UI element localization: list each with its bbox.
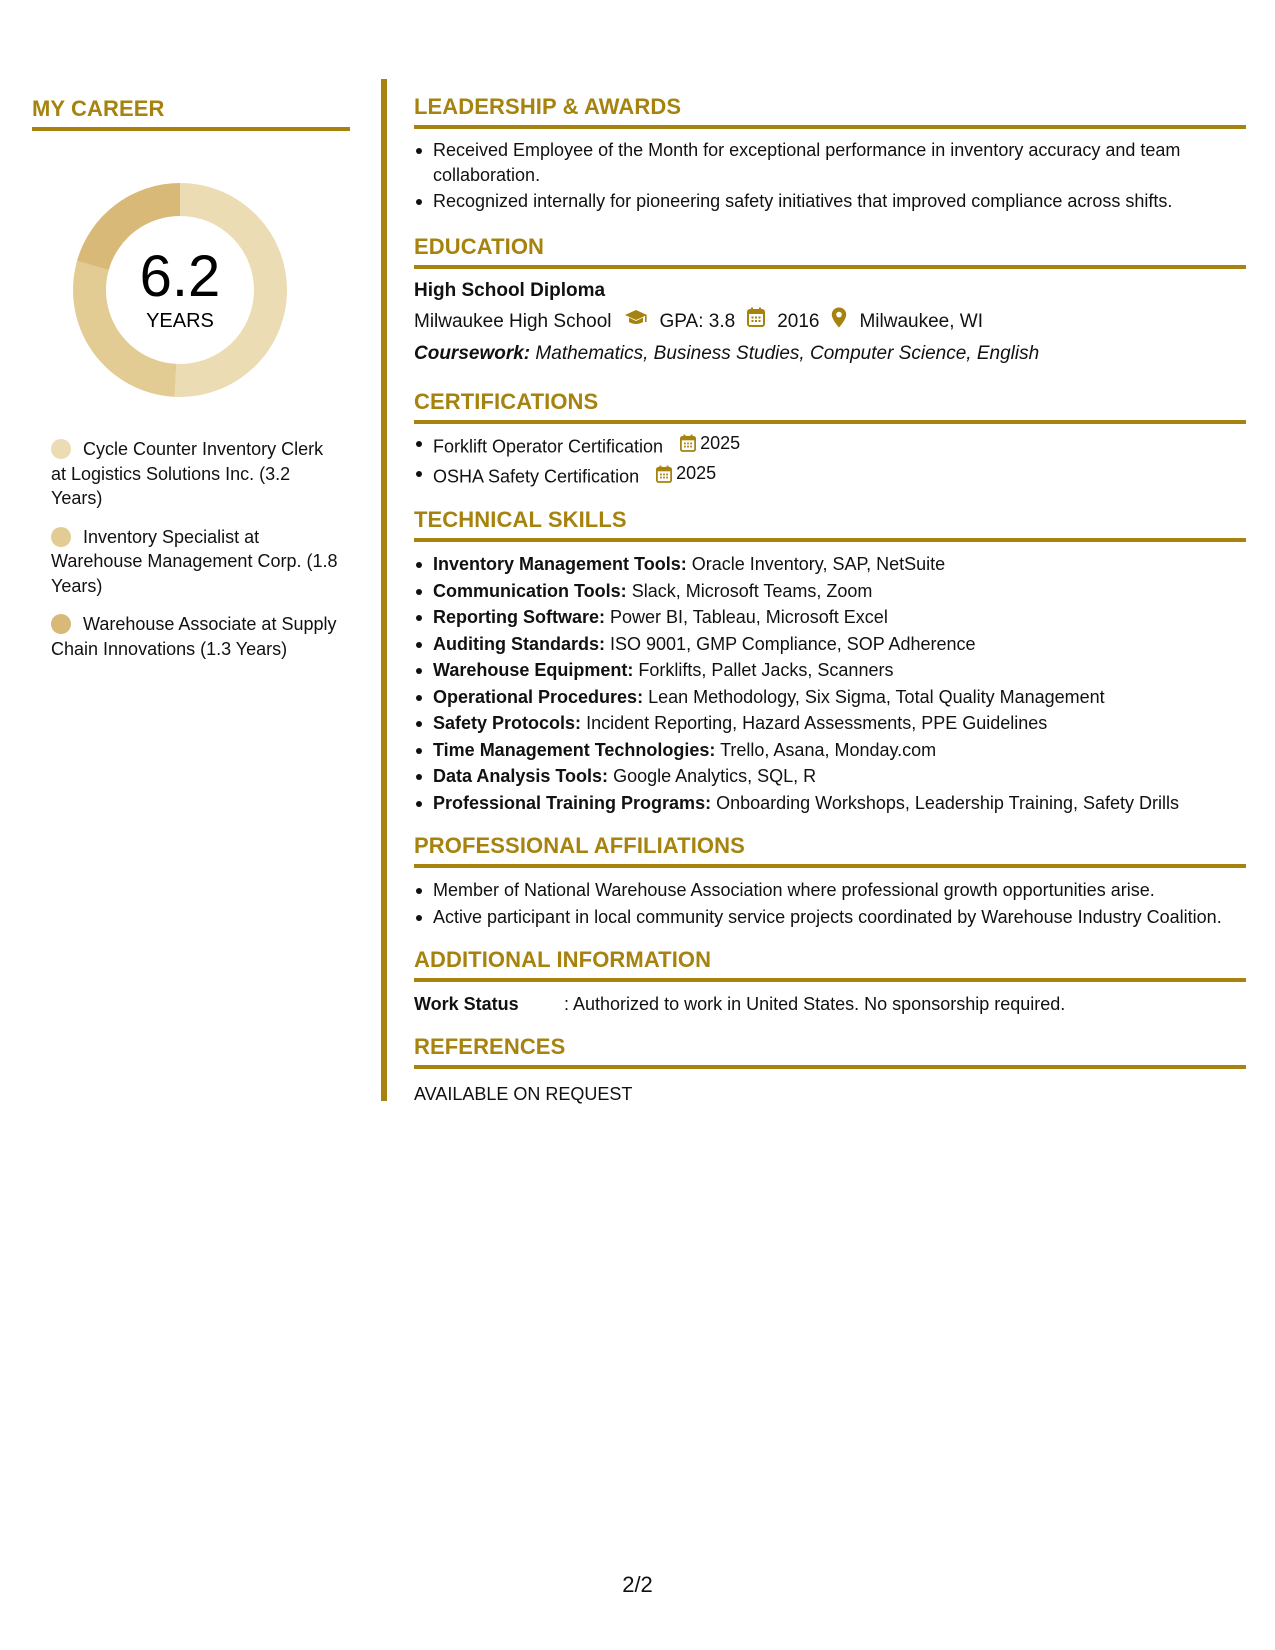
skill-label: Inventory Management Tools: [433, 554, 687, 574]
skill-label: Professional Training Programs: [433, 792, 712, 813]
certification-year: 2025 [676, 463, 717, 484]
legend-label: Cycle Counter Inventory Clerk at Logistics Solutions Inc. (3.2 Years) [51, 439, 324, 508]
legend-dot-icon [51, 439, 71, 459]
skill-value: Forklifts, Pallet Jacks, Scanners [638, 660, 894, 680]
legend-label: Inventory Specialist at Warehouse Management Corp. (1.8 Years) [51, 526, 338, 596]
affiliations-list [414, 878, 1246, 929]
skill-item [414, 791, 1246, 816]
certification-year: 2025 [700, 432, 741, 453]
skill-value: Power BI, Tableau, Microsoft Excel [610, 607, 888, 627]
leadership-rule [414, 125, 1246, 129]
leadership-section [414, 94, 1246, 214]
work-status-label: Work Status [414, 994, 519, 1014]
education-year: 2016 [777, 310, 820, 332]
certification-name: Forklift Operator Certification [433, 435, 664, 456]
main-content [414, 94, 1246, 1128]
additional-title: ADDITIONAL INFORMATION [414, 947, 712, 972]
certifications-title: CERTIFICATIONS [414, 388, 599, 414]
work-status-value: : Authorized to work in United States. No sponsorship required. [564, 994, 1066, 1014]
page-number: 2/2 [622, 1572, 653, 1597]
skill-item [414, 685, 1246, 710]
skill-value: ISO 9001, GMP Compliance, SOP Adherence [610, 633, 976, 654]
skill-label: Operational Procedures: [433, 686, 644, 707]
education-rule [414, 265, 1246, 269]
list-item: Member of National Warehouse Association where professional growth opportunities arise. [414, 878, 1246, 903]
additional-section [414, 947, 1246, 1016]
career-legend [32, 437, 350, 661]
list-item: Recognized internally for pioneering safety initiatives that improved compliance across shifts. [414, 189, 1246, 214]
skill-item [414, 605, 1246, 630]
skills-title: TECHNICAL SKILLS [414, 507, 627, 532]
skill-item [414, 658, 1246, 683]
calendar-icon [680, 434, 696, 452]
skills-section [414, 507, 1246, 815]
coursework-value: Mathematics, Business Studies, Computer Science, English [535, 342, 1040, 364]
career-donut-chart [65, 175, 295, 405]
certification-date [656, 461, 716, 486]
skill-label: Safety Protocols: [433, 713, 582, 733]
skill-value: Trello, Asana, Monday.com [720, 739, 937, 760]
skill-item [414, 764, 1246, 789]
education-location: Milwaukee, WI [859, 310, 983, 332]
certifications-list [414, 431, 1246, 490]
skill-item [414, 711, 1246, 736]
education-degree: High School Diploma [414, 279, 606, 301]
calendar-icon [656, 465, 672, 483]
affiliations-rule [414, 864, 1246, 868]
education-details [414, 307, 1246, 337]
skill-label: Reporting Software: [433, 607, 606, 627]
education-gpa: GPA: 3.8 [659, 310, 736, 332]
calendar-icon [747, 307, 765, 336]
work-status-row [414, 992, 1246, 1016]
skill-item [414, 579, 1246, 604]
additional-rule [414, 978, 1246, 982]
education-school: Milwaukee High School [414, 310, 612, 332]
certifications-rule [414, 420, 1246, 424]
donut-center [65, 175, 295, 405]
career-total-unit: YEARS [146, 310, 214, 332]
skill-item [414, 552, 1246, 577]
certifications-section [414, 389, 1246, 490]
skill-label: Data Analysis Tools: [433, 766, 609, 786]
skill-value: Lean Methodology, Six Sigma, Total Quality Management [648, 686, 1105, 707]
career-rule [32, 127, 350, 131]
career-title: MY CAREER [32, 96, 165, 121]
leadership-title: LEADERSHIP & AWARDS [414, 94, 682, 119]
list-item [414, 461, 1246, 489]
skill-value: Slack, Microsoft Teams, Zoom [631, 580, 873, 601]
references-text: AVAILABLE ON REQUEST [414, 1084, 633, 1104]
references-rule [414, 1065, 1246, 1069]
skill-label: Warehouse Equipment: [433, 660, 634, 680]
skill-label: Communication Tools: [433, 580, 627, 601]
list-item: Active participant in local community service projects coordinated by Warehouse Industry Coalition. [414, 905, 1246, 930]
affiliations-section [414, 833, 1246, 929]
list-item: Received Employee of the Month for exceptional performance in inventory accuracy and team collaboration. [414, 138, 1246, 187]
graduation-cap-icon [624, 308, 648, 336]
education-section [414, 234, 1246, 368]
skill-label: Auditing Standards: [433, 633, 605, 654]
skills-list [414, 552, 1246, 815]
skill-label: Time Management Technologies: [433, 739, 716, 760]
legend-item [51, 612, 341, 661]
list-item [414, 431, 1246, 459]
coursework-label: Coursework: [414, 342, 531, 364]
references-title: REFERENCES [414, 1034, 566, 1059]
legend-dot-icon [51, 614, 71, 634]
legend-item [51, 437, 341, 511]
legend-item [51, 525, 341, 599]
skill-value: Onboarding Workshops, Leadership Training, Safety Drills [716, 792, 1179, 813]
location-pin-icon [831, 307, 847, 337]
career-total-years: 6.2 [139, 244, 221, 309]
skill-item [414, 738, 1246, 763]
education-title: EDUCATION [414, 233, 545, 259]
references-section [414, 1034, 1246, 1106]
column-divider [381, 79, 387, 1101]
leadership-list [414, 138, 1246, 214]
education-coursework [414, 340, 1246, 368]
legend-dot-icon [51, 527, 71, 547]
affiliations-title: PROFESSIONAL AFFILIATIONS [414, 833, 745, 858]
certification-name: OSHA Safety Certification [433, 466, 640, 487]
skill-value: Incident Reporting, Hazard Assessments, PPE Guidelines [586, 713, 1048, 733]
certification-date [680, 431, 740, 456]
legend-label: Warehouse Associate at Supply Chain Innovations (1.3 Years) [51, 614, 337, 659]
skill-item [414, 632, 1246, 657]
skill-value: Oracle Inventory, SAP, NetSuite [691, 554, 946, 574]
career-sidebar [32, 96, 350, 675]
skill-value: Google Analytics, SQL, R [613, 766, 817, 786]
skills-rule [414, 538, 1246, 542]
